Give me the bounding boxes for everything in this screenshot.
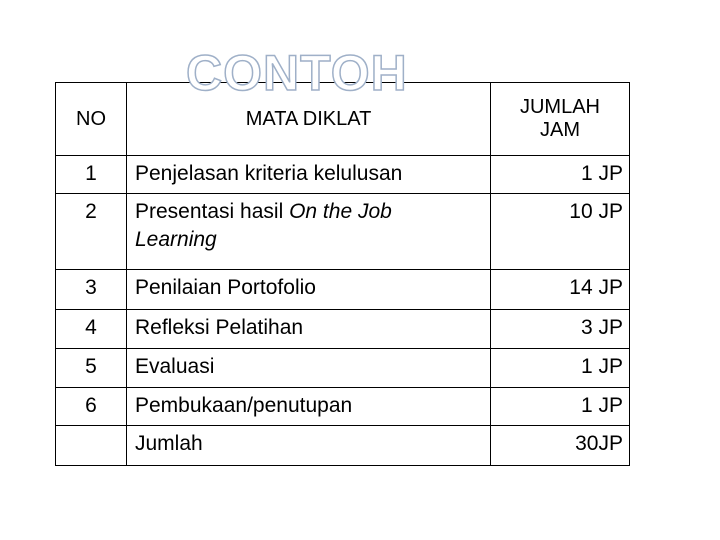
row-mata-italic-2: Learning xyxy=(135,228,217,251)
row-mata: Penjelasan kriteria kelulusan xyxy=(127,156,491,194)
total-label: Jumlah xyxy=(127,426,491,466)
watermark-contoh: CONTOH xyxy=(186,45,408,101)
total-no-empty xyxy=(56,426,127,466)
row-no: 4 xyxy=(56,310,127,349)
total-jam: 30JP xyxy=(491,426,630,466)
row-jam: 1 JP xyxy=(491,349,630,388)
row-no: 6 xyxy=(56,388,127,426)
row-jam: 10 JP xyxy=(491,194,630,270)
row-mata xyxy=(127,194,491,270)
row-no: 1 xyxy=(56,156,127,194)
header-jam-line2: JAM xyxy=(540,119,580,141)
row-mata: Refleksi Pelatihan xyxy=(127,310,491,349)
table-row xyxy=(56,270,630,310)
header-mata-diklat: MATA DIKLAT xyxy=(127,83,491,156)
row-jam: 3 JP xyxy=(491,310,630,349)
row-jam: 1 JP xyxy=(491,156,630,194)
table-row xyxy=(56,349,630,388)
row-mata: Evaluasi xyxy=(127,349,491,388)
table-row xyxy=(56,310,630,349)
table-row xyxy=(56,194,630,270)
row-jam: 14 JP xyxy=(491,270,630,310)
row-no: 3 xyxy=(56,270,127,310)
row-mata: Pembukaan/penutupan xyxy=(127,388,491,426)
row-no: 5 xyxy=(56,349,127,388)
header-jam-line1: JUMLAH xyxy=(519,96,600,118)
row-jam: 1 JP xyxy=(491,388,630,426)
row-mata-part-a: Presentasi hasil xyxy=(135,200,290,223)
table-row xyxy=(56,388,630,426)
header-jumlah-jam xyxy=(491,83,630,156)
row-mata-italic: On the Job xyxy=(289,200,392,223)
training-table xyxy=(55,82,630,466)
header-no: NO xyxy=(56,83,127,156)
row-mata: Penilaian Portofolio xyxy=(127,270,491,310)
table-row xyxy=(56,156,630,194)
table-total-row xyxy=(56,426,630,466)
row-no: 2 xyxy=(56,194,127,270)
